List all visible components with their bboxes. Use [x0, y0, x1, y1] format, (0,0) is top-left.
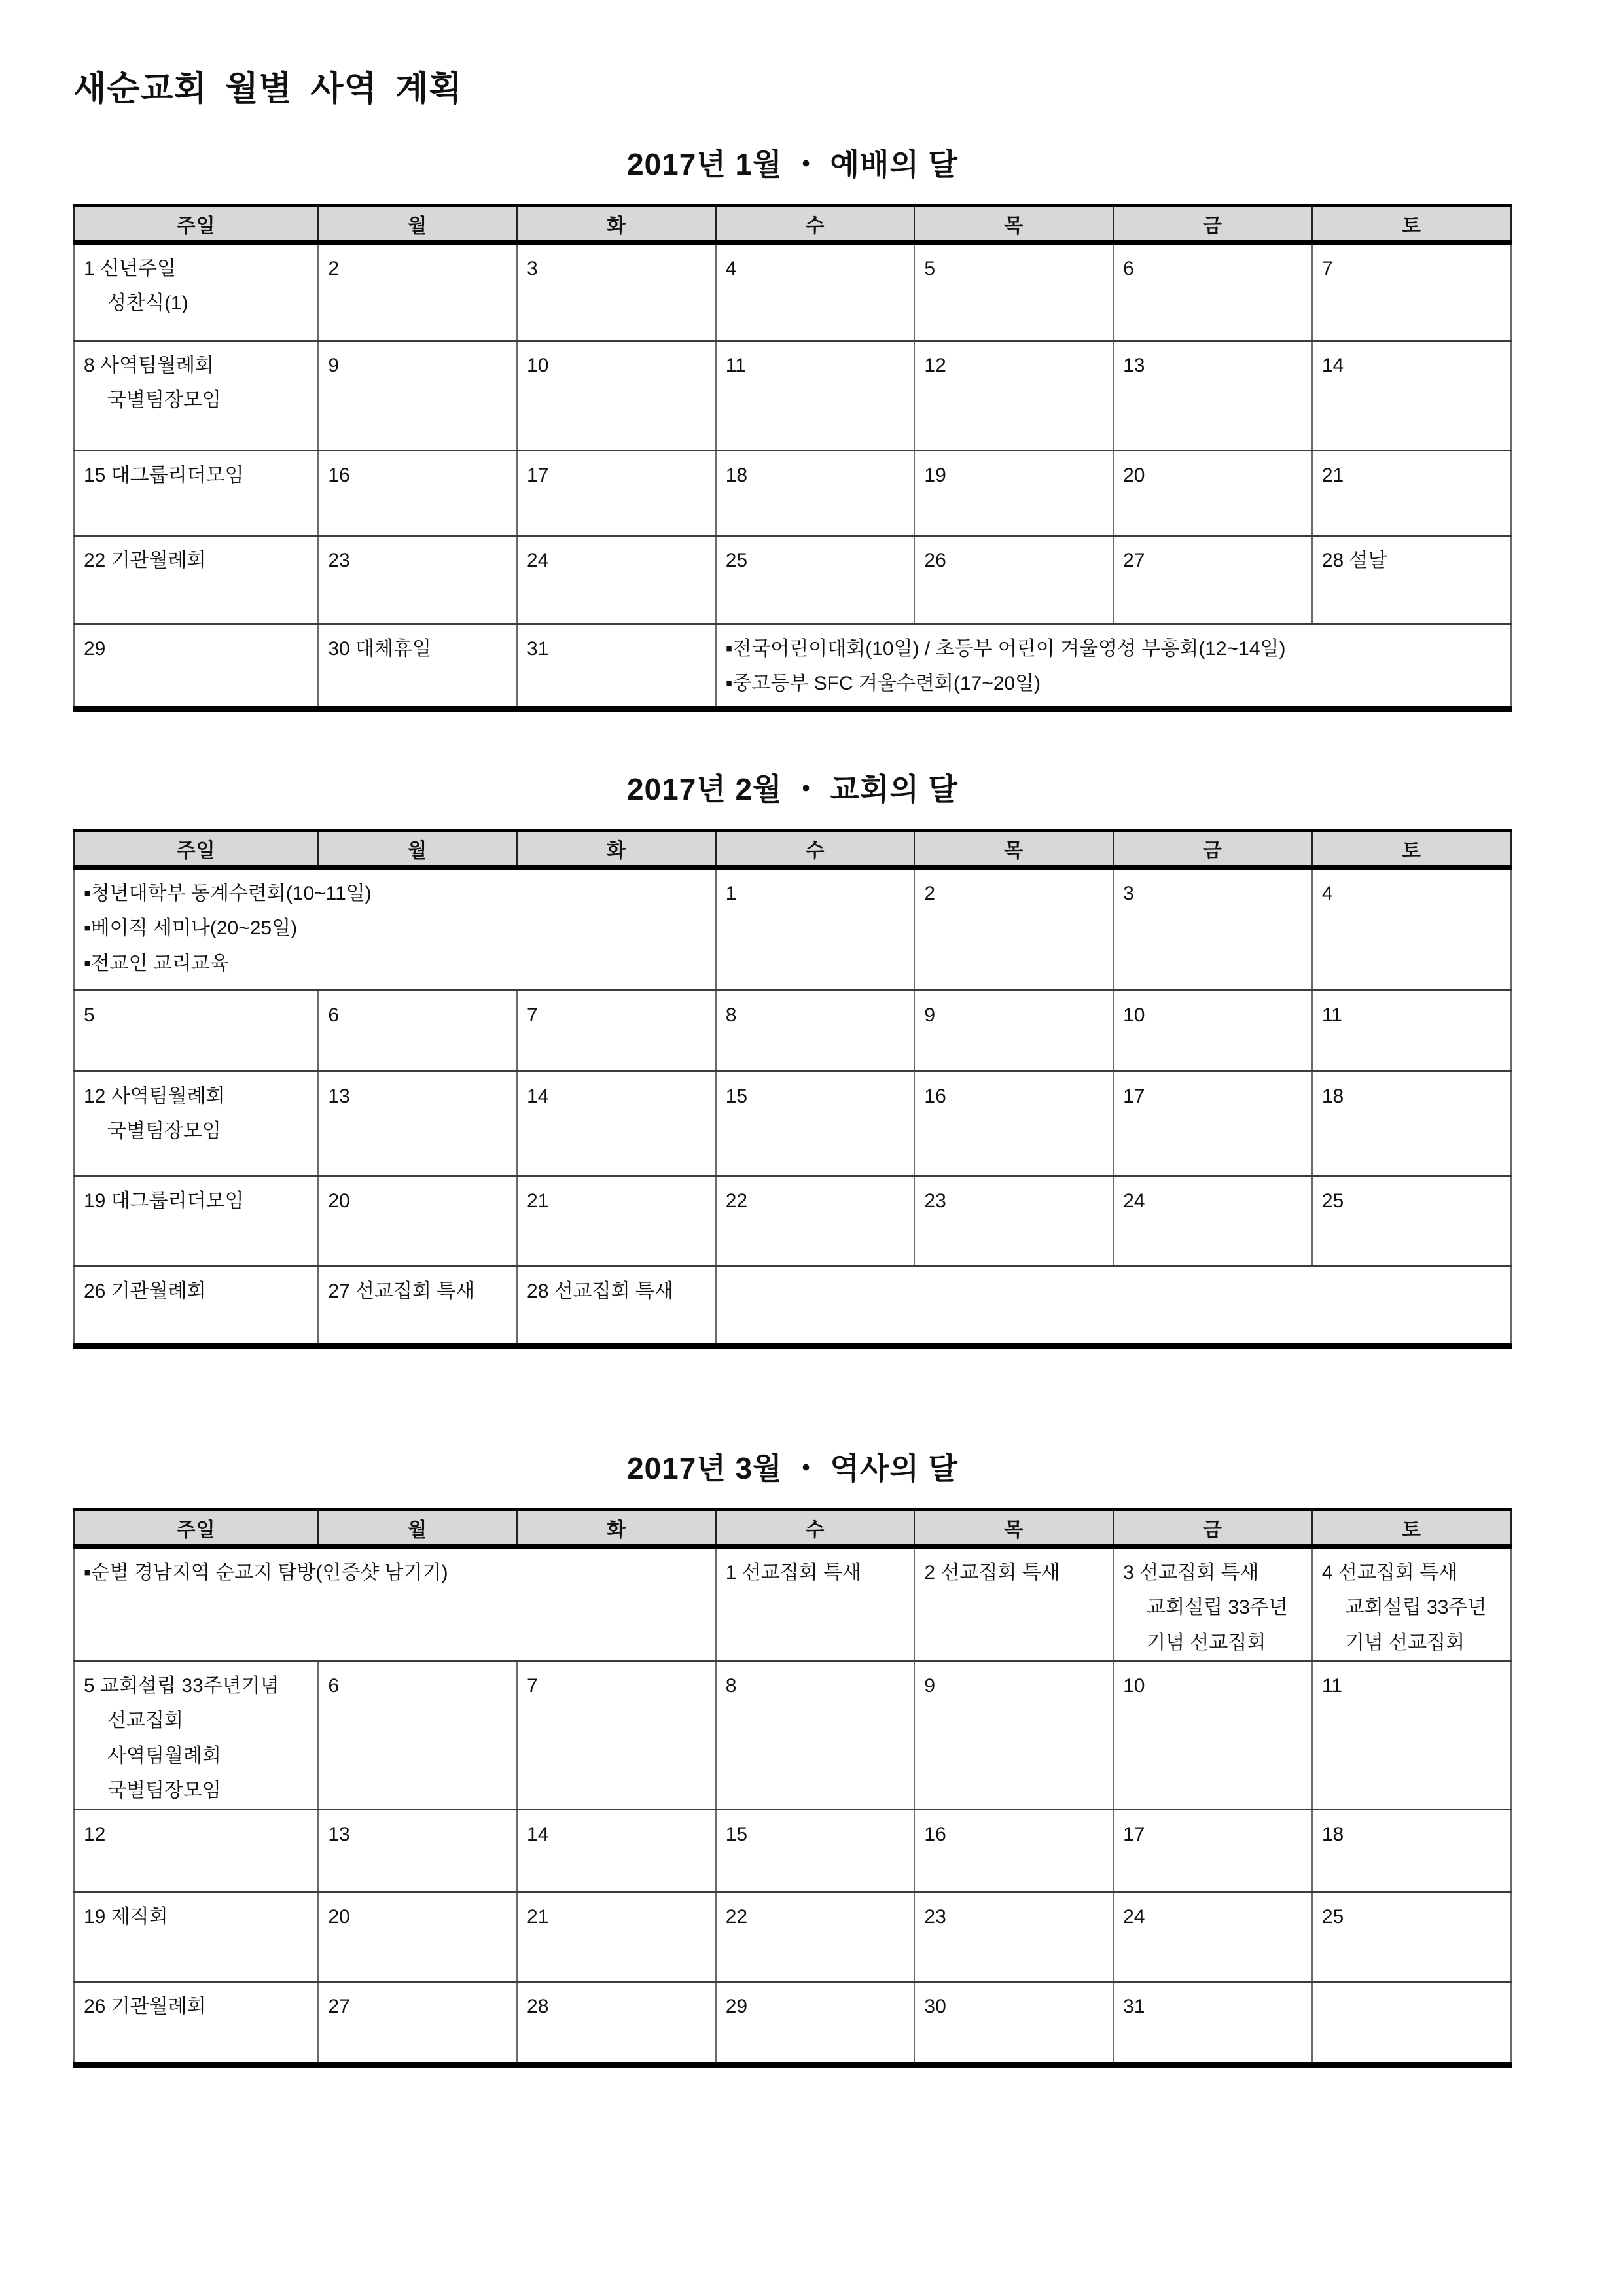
- cell-text-line: 3: [527, 258, 538, 280]
- cell-text-line: 12: [924, 355, 946, 377]
- calendar-february-title: [73, 772, 1512, 807]
- cell-text-line: 20: [328, 1190, 350, 1212]
- cell-text-line: 26: [924, 550, 946, 572]
- cell-text-line: 5: [84, 1004, 95, 1026]
- cell-text-line: 국별팀장모임: [107, 389, 221, 412]
- calendar-day-cell: [1312, 243, 1511, 341]
- calendar-week-row: [74, 1176, 1511, 1266]
- cell-text-line: 16: [924, 1823, 946, 1845]
- cell-text-line: 28 선교집회 특새: [527, 1280, 673, 1302]
- cell-text-line: 1: [725, 882, 737, 904]
- cell-text-line: 24: [1123, 1905, 1145, 1928]
- weekday-header-4: 목: [914, 1510, 1113, 1546]
- cell-text-line: 28: [527, 1995, 549, 2017]
- calendar-week-row: [74, 1266, 1511, 1346]
- cell-text-line: 기념 선교집회: [1147, 1631, 1266, 1653]
- cell-text-line: 11: [725, 355, 746, 377]
- calendar-day-cell: [74, 1809, 318, 1892]
- cell-text-line: 사역팀월례회: [107, 1744, 221, 1767]
- calendar-day-cell: [1312, 1071, 1511, 1176]
- cell-text-line: ▪순별 경남지역 순교지 탐방(인증샷 남기기): [84, 1561, 448, 1583]
- cell-text-line: 24: [1123, 1190, 1145, 1212]
- calendar-week-row: [74, 341, 1511, 451]
- cell-text-line: 10: [527, 355, 549, 377]
- calendar-day-cell: [716, 451, 915, 536]
- calendar-day-cell: [1312, 1981, 1511, 2064]
- calendar-day-cell: [517, 1176, 716, 1266]
- weekday-header-4: 목: [914, 830, 1113, 867]
- calendar-day-cell: [517, 990, 716, 1071]
- cell-text-line: 14: [527, 1823, 549, 1845]
- weekday-header-row: [74, 830, 1511, 867]
- calendar-day-cell: [1113, 451, 1312, 536]
- calendar-day-cell: [517, 1071, 716, 1176]
- calendar-day-cell: [716, 341, 915, 451]
- cell-text-line: 31: [1123, 1995, 1145, 2017]
- cell-text-line: 20: [328, 1905, 350, 1928]
- calendar-day-cell: [1312, 1661, 1511, 1810]
- cell-text-line: 21: [527, 1190, 549, 1212]
- weekday-header-2: 화: [517, 1510, 716, 1546]
- calendar-march-table: [73, 1508, 1512, 2068]
- calendar-day-cell: [914, 1809, 1113, 1892]
- weekday-header-row: [74, 206, 1511, 243]
- calendar-day-cell: [1312, 867, 1511, 990]
- calendar-day-cell: [517, 1981, 716, 2064]
- calendar-day-cell: [74, 1176, 318, 1266]
- cell-text-line: 30: [924, 1995, 946, 2017]
- cell-text-line: 29: [725, 1995, 748, 2017]
- weekday-header-3: 수: [716, 206, 915, 243]
- calendar-week-row: [74, 1981, 1511, 2064]
- cell-text-line: 8: [725, 1004, 737, 1026]
- calendar-month-label: 2017년 3월: [626, 1451, 783, 1485]
- calendar-week-row: [74, 1892, 1511, 1981]
- calendar-day-cell: [1113, 1809, 1312, 1892]
- cell-text-line: ▪베이직 세미나(20~25일): [84, 917, 298, 940]
- cell-text-line: 3: [1123, 882, 1134, 904]
- cell-text-line: 교회설립 33주년: [1147, 1597, 1288, 1619]
- calendar-day-cell: [914, 243, 1113, 341]
- calendar-day-cell: [914, 1176, 1113, 1266]
- calendar-day-cell: [74, 341, 318, 451]
- cell-text-line: 27: [1123, 550, 1145, 572]
- cell-text-line: 25: [1321, 1905, 1344, 1928]
- cell-text-line: 8: [725, 1675, 737, 1697]
- calendar-january-table: [73, 204, 1512, 712]
- weekday-header-0: 주일: [74, 206, 318, 243]
- calendar-day-cell: [716, 536, 915, 624]
- calendar-day-cell: [1113, 990, 1312, 1071]
- calendar-day-cell: [914, 451, 1113, 536]
- calendar-day-cell: [1312, 1809, 1511, 1892]
- cell-text-line: 26 기관월례회: [84, 1280, 206, 1302]
- document-page: [73, 0, 1512, 2068]
- calendar-day-cell: [318, 243, 517, 341]
- calendar-theme-label: 교회의 달: [830, 772, 958, 807]
- weekday-header-6: 토: [1312, 1510, 1511, 1546]
- cell-text-line: 8 사역팀월례회: [84, 355, 214, 377]
- cell-text-line: 20: [1123, 465, 1145, 487]
- cell-text-line: 18: [725, 465, 748, 487]
- cell-text-line: 23: [924, 1190, 946, 1212]
- calendar-day-cell: [716, 1661, 915, 1810]
- calendar-january: [73, 147, 1512, 712]
- calendar-day-cell: [716, 243, 915, 341]
- calendar-day-cell: [517, 624, 716, 709]
- calendar-theme-label: 예배의 달: [830, 147, 958, 182]
- calendar-day-cell: [1113, 243, 1312, 341]
- cell-text-line: 19 대그룹리더모임: [84, 1190, 244, 1212]
- cell-text-line: 24: [527, 550, 549, 572]
- calendar-day-cell: [914, 990, 1113, 1071]
- calendar-day-cell: [716, 867, 915, 990]
- calendar-day-cell: [74, 1266, 318, 1346]
- calendar-january-title: [73, 147, 1512, 182]
- cell-text-line: 14: [1321, 355, 1344, 377]
- calendar-day-cell: [716, 1892, 915, 1981]
- weekday-header-6: 토: [1312, 830, 1511, 867]
- weekday-header-2: 화: [517, 830, 716, 867]
- calendar-month-label: 2017년 1월: [626, 147, 783, 182]
- cell-text-line: 6: [328, 1004, 339, 1026]
- cell-text-line: 19: [924, 465, 946, 487]
- cell-text-line: 17: [1123, 1823, 1145, 1845]
- cell-text-line: 선교집회: [107, 1710, 183, 1732]
- calendar-day-cell: [914, 1892, 1113, 1981]
- calendar-day-cell: [74, 1546, 716, 1661]
- calendar-day-cell: [74, 624, 318, 709]
- cell-text-line: 2 선교집회 특새: [924, 1561, 1060, 1583]
- cell-text-line: 15 대그룹리더모임: [84, 465, 244, 487]
- cell-text-line: 18: [1321, 1085, 1344, 1107]
- cell-text-line: 10: [1123, 1004, 1145, 1026]
- cell-text-line: 9: [924, 1675, 936, 1697]
- calendar-day-cell: [914, 341, 1113, 451]
- calendar-day-cell: [914, 1071, 1113, 1176]
- weekday-header-6: 토: [1312, 206, 1511, 243]
- title-separator-dot: •: [802, 151, 811, 177]
- cell-text-line: 23: [328, 550, 350, 572]
- calendar-march-title: [73, 1451, 1512, 1486]
- cell-text-line: 18: [1321, 1823, 1344, 1845]
- calendar-day-cell: [1113, 867, 1312, 990]
- cell-text-line: 23: [924, 1905, 946, 1928]
- cell-text-line: 19 제직회: [84, 1905, 168, 1928]
- cell-text-line: 11: [1321, 1004, 1342, 1026]
- weekday-header-1: 월: [318, 206, 517, 243]
- calendar-day-cell: [318, 1176, 517, 1266]
- calendar-day-cell: [1312, 990, 1511, 1071]
- calendar-february: [73, 772, 1512, 1349]
- calendar-day-cell: [1113, 1176, 1312, 1266]
- weekday-header-5: 금: [1113, 1510, 1312, 1546]
- calendar-day-cell: [318, 1266, 517, 1346]
- cell-text-line: 30 대체휴일: [328, 638, 431, 660]
- weekday-header-1: 월: [318, 1510, 517, 1546]
- calendar-week-row: [74, 1661, 1511, 1810]
- calendar-day-cell: [517, 243, 716, 341]
- calendar-week-row: [74, 1546, 1511, 1661]
- document-title: 새순교회 월별 사역 계획: [73, 70, 463, 108]
- calendar-day-cell: [716, 624, 1511, 709]
- cell-text-line: 국별팀장모임: [107, 1780, 221, 1802]
- cell-text-line: 6: [1123, 258, 1134, 280]
- calendar-day-cell: [318, 1071, 517, 1176]
- calendar-february-table: [73, 829, 1512, 1349]
- weekday-header-5: 금: [1113, 206, 1312, 243]
- calendar-week-row: [74, 536, 1511, 624]
- calendar-day-cell: [318, 341, 517, 451]
- calendar-day-cell: [1113, 341, 1312, 451]
- calendar-day-cell: [914, 536, 1113, 624]
- calendar-day-cell: [318, 1981, 517, 2064]
- cell-text-line: ▪전교인 교리교육: [84, 952, 229, 974]
- calendar-day-cell: [716, 1546, 915, 1661]
- cell-text-line: 26 기관월례회: [84, 1995, 206, 2017]
- cell-text-line: 7: [527, 1675, 538, 1697]
- calendar-day-cell: [517, 1661, 716, 1810]
- cell-text-line: 6: [328, 1675, 339, 1697]
- calendar-day-cell: [914, 1546, 1113, 1661]
- cell-text-line: 13: [328, 1823, 350, 1845]
- cell-text-line: 7: [527, 1004, 538, 1026]
- calendar-day-cell: [318, 1892, 517, 1981]
- calendar-day-cell: [914, 1661, 1113, 1810]
- cell-text-line: 27 선교집회 특새: [328, 1280, 475, 1302]
- calendar-day-cell: [74, 867, 716, 990]
- calendar-theme-label: 역사의 달: [830, 1451, 958, 1485]
- calendar-week-row: [74, 243, 1511, 341]
- calendar-day-cell: [1312, 1546, 1511, 1661]
- calendar-day-cell: [517, 1809, 716, 1892]
- weekday-header-3: 수: [716, 830, 915, 867]
- calendar-week-row: [74, 1071, 1511, 1176]
- cell-text-line: 국별팀장모임: [107, 1120, 221, 1142]
- calendar-day-cell: [74, 1661, 318, 1810]
- calendar-day-cell: [1113, 1546, 1312, 1661]
- calendar-day-cell: [716, 1071, 915, 1176]
- calendar-day-cell: [74, 1892, 318, 1981]
- calendar-day-cell: [318, 451, 517, 536]
- calendar-day-cell: [1113, 1071, 1312, 1176]
- cell-text-line: 1 신년주일: [84, 258, 176, 280]
- calendar-day-cell: [1312, 1176, 1511, 1266]
- calendar-day-cell: [914, 1981, 1113, 2064]
- cell-text-line: 17: [1123, 1085, 1145, 1107]
- calendar-week-row: [74, 990, 1511, 1071]
- title-separator-dot: •: [802, 776, 811, 802]
- cell-text-line: 기념 선교집회: [1345, 1631, 1465, 1653]
- cell-text-line: 4: [725, 258, 737, 280]
- calendar-day-cell: [318, 990, 517, 1071]
- cell-text-line: 13: [1123, 355, 1145, 377]
- cell-text-line: 11: [1321, 1675, 1342, 1697]
- cell-text-line: 9: [924, 1004, 936, 1026]
- weekday-header-1: 월: [318, 830, 517, 867]
- calendar-day-cell: [318, 1809, 517, 1892]
- cell-text-line: 10: [1123, 1675, 1145, 1697]
- cell-text-line: 15: [725, 1823, 748, 1845]
- calendar-day-cell: [517, 1892, 716, 1981]
- cell-text-line: 25: [725, 550, 748, 572]
- calendar-day-cell: [1312, 536, 1511, 624]
- cell-text-line: 4 선교집회 특새: [1321, 1561, 1458, 1583]
- calendar-march: [73, 1451, 1512, 2068]
- weekday-header-0: 주일: [74, 1510, 318, 1546]
- calendar-day-cell: [1113, 536, 1312, 624]
- calendar-day-cell: [716, 1981, 915, 2064]
- cell-text-line: 5: [924, 258, 936, 280]
- calendar-month-label: 2017년 2월: [626, 772, 783, 807]
- calendar-day-cell: [517, 1266, 716, 1346]
- calendar-day-cell: [74, 990, 318, 1071]
- cell-text-line: 9: [328, 355, 339, 377]
- calendar-day-cell: [318, 624, 517, 709]
- weekday-header-0: 주일: [74, 830, 318, 867]
- cell-text-line: 2: [328, 258, 339, 280]
- calendar-day-cell: [716, 1266, 1511, 1346]
- cell-text-line: 7: [1321, 258, 1333, 280]
- weekday-header-row: [74, 1510, 1511, 1546]
- weekday-header-5: 금: [1113, 830, 1312, 867]
- cell-text-line: 13: [328, 1085, 350, 1107]
- cell-text-line: 2: [924, 882, 936, 904]
- cell-text-line: 31: [527, 638, 549, 660]
- cell-text-line: 16: [328, 465, 350, 487]
- calendar-day-cell: [517, 536, 716, 624]
- cell-text-line: 22: [725, 1190, 748, 1212]
- calendar-day-cell: [517, 451, 716, 536]
- calendar-day-cell: [74, 1071, 318, 1176]
- calendar-day-cell: [318, 1661, 517, 1810]
- cell-text-line: 29: [84, 638, 106, 660]
- cell-text-line: 3 선교집회 특새: [1123, 1561, 1259, 1583]
- cell-text-line: 교회설립 33주년: [1345, 1597, 1487, 1619]
- cell-text-line: 성찬식(1): [107, 292, 188, 315]
- calendar-day-cell: [1312, 1892, 1511, 1981]
- calendar-week-row: [74, 624, 1511, 709]
- cell-text-line: 1 선교집회 특새: [725, 1561, 861, 1583]
- calendar-day-cell: [517, 341, 716, 451]
- title-separator-dot: •: [802, 1455, 811, 1480]
- calendar-day-cell: [1312, 341, 1511, 451]
- calendar-day-cell: [1113, 1981, 1312, 2064]
- cell-text-line: 12 사역팀월례회: [84, 1085, 225, 1107]
- calendar-day-cell: [716, 1809, 915, 1892]
- calendar-day-cell: [74, 451, 318, 536]
- cell-text-line: 4: [1321, 882, 1333, 904]
- cell-text-line: 15: [725, 1085, 748, 1107]
- cell-text-line: 17: [527, 465, 549, 487]
- cell-text-line: 12: [84, 1823, 106, 1845]
- weekday-header-3: 수: [716, 1510, 915, 1546]
- cell-text-line: ▪청년대학부 동계수련회(10~11일): [84, 882, 372, 904]
- calendar-day-cell: [716, 1176, 915, 1266]
- calendar-day-cell: [74, 536, 318, 624]
- calendar-day-cell: [74, 1981, 318, 2064]
- calendar-day-cell: [1113, 1892, 1312, 1981]
- calendar-day-cell: [914, 867, 1113, 990]
- cell-text-line: 28 설날: [1321, 550, 1387, 572]
- calendar-day-cell: [1312, 451, 1511, 536]
- cell-text-line: 25: [1321, 1190, 1344, 1212]
- cell-text-line: 27: [328, 1995, 350, 2017]
- calendar-day-cell: [1113, 1661, 1312, 1810]
- calendar-week-row: [74, 1809, 1511, 1892]
- cell-text-line: 21: [527, 1905, 549, 1928]
- calendar-day-cell: [716, 990, 915, 1071]
- cell-text-line: 22: [725, 1905, 748, 1928]
- cell-text-line: 21: [1321, 465, 1344, 487]
- calendar-week-row: [74, 451, 1511, 536]
- calendar-day-cell: [318, 536, 517, 624]
- cell-text-line: ▪전국어린이대회(10일) / 초등부 어린이 겨울영성 부흥회(12~14일): [725, 638, 1286, 660]
- cell-text-line: 5 교회설립 33주년기념: [84, 1675, 279, 1697]
- calendar-week-row: [74, 867, 1511, 990]
- calendar-day-cell: [74, 243, 318, 341]
- weekday-header-2: 화: [517, 206, 716, 243]
- cell-text-line: 22 기관월례회: [84, 550, 206, 572]
- cell-text-line: ▪중고등부 SFC 겨울수련회(17~20일): [725, 673, 1041, 695]
- cell-text-line: 14: [527, 1085, 549, 1107]
- cell-text-line: 16: [924, 1085, 946, 1107]
- weekday-header-4: 목: [914, 206, 1113, 243]
